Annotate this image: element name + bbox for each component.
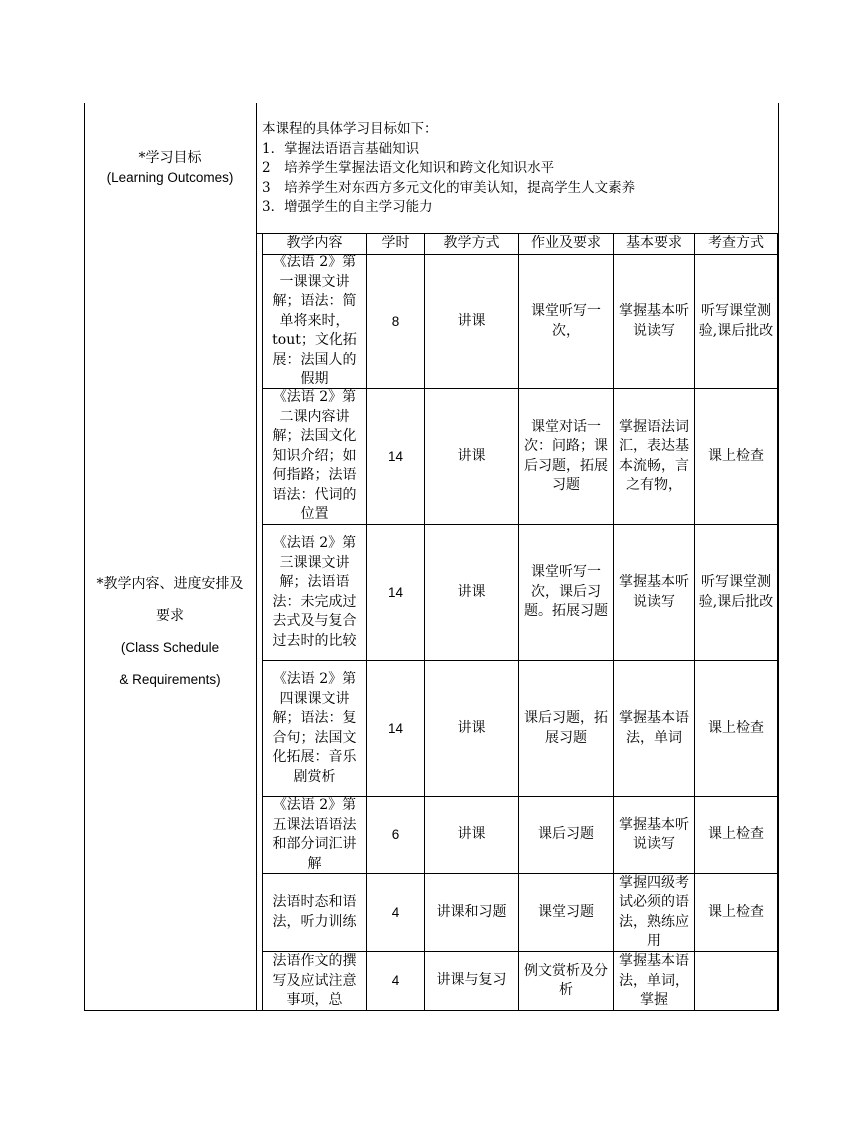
header-cell: 教学内容 xyxy=(286,235,343,252)
header-cell: 基本要求 xyxy=(626,235,682,252)
method-cell: 讲课 xyxy=(457,719,486,736)
assessment-cell: 课上检查 xyxy=(708,447,764,464)
hours-cell: 14 xyxy=(387,448,404,464)
schedule-label-en-2: & Requirements) xyxy=(119,672,221,687)
content-cell: 法语时态和语法，听力训练 xyxy=(272,894,357,930)
basic-requirement-cell: 掌握语法词汇，表达基本流畅，言之有物， xyxy=(619,418,689,493)
outcome-line: 2 培养学生掌握法语文化知识和跨文化知识水平 xyxy=(262,160,555,176)
grid-vertical-line xyxy=(777,233,778,1010)
assessment-cell: 听写课堂测验,课后批改 xyxy=(698,574,774,610)
assessment-cell: 课上检查 xyxy=(708,719,764,736)
header-cell: 考查方式 xyxy=(708,235,764,252)
homework-cell: 例文赏析及分析 xyxy=(524,962,608,998)
header-cell: 教学方式 xyxy=(443,235,500,252)
outcome-line: 本课程的具体学习目标如下： xyxy=(262,121,438,137)
content-cell: 《法语 2》第三课课文讲解；法语语法：未完成过去式及与复合过去时的比较 xyxy=(272,535,357,649)
homework-cell: 课堂对话一次：问路；课后习题，拓展习题 xyxy=(524,418,608,493)
table-border-bottom xyxy=(84,1010,779,1011)
assessment-cell: 课上检查 xyxy=(708,826,764,843)
learning-outcomes-text xyxy=(262,120,774,218)
method-cell: 讲课 xyxy=(457,447,486,464)
table-border-left xyxy=(84,103,85,1011)
header-cell: 作业及要求 xyxy=(531,235,601,252)
content-cell: 《法语 2》第二课内容讲解；法国文化知识介绍；如何指路；法语语法：代词的位置 xyxy=(272,389,357,523)
basic-requirement-cell: 掌握基本语法，单词 xyxy=(619,710,689,746)
assessment-cell: 听写课堂测验,课后批改 xyxy=(698,303,774,339)
method-cell: 讲课和习题 xyxy=(436,903,507,920)
hours-cell: 4 xyxy=(391,973,400,989)
method-cell: 讲课与复习 xyxy=(436,972,507,989)
table-border-right xyxy=(778,103,779,1011)
homework-cell: 课后习题，拓展习题 xyxy=(524,710,608,746)
method-cell: 讲课 xyxy=(457,312,486,329)
learning-outcomes-label xyxy=(86,148,254,188)
homework-cell: 课堂习题 xyxy=(538,903,594,920)
basic-requirement-cell: 掌握基本听说读写 xyxy=(619,303,689,339)
content-cell: 《法语 2》第四课课文讲解；语法：复合句；法国文化拓展：音乐剧赏析 xyxy=(272,671,357,785)
method-cell: 讲课 xyxy=(457,826,486,843)
basic-requirement-cell: 掌握基本听说读写 xyxy=(619,816,689,852)
content-cell: 《法语 2》第五课法语语法和部分词汇讲解 xyxy=(272,797,357,872)
schedule-label-zh-2: 要求 xyxy=(156,608,184,624)
method-cell: 讲课 xyxy=(457,583,486,600)
hours-cell: 6 xyxy=(391,827,400,843)
outcome-line: 3．增强学生的自主学习能力 xyxy=(262,199,433,215)
homework-cell: 课后习题 xyxy=(538,826,594,843)
assessment-cell: 课上检查 xyxy=(708,903,764,920)
schedule-label xyxy=(86,568,254,696)
hours-cell: 4 xyxy=(391,904,400,920)
header-cell: 学时 xyxy=(381,235,410,252)
homework-cell: 课堂听写一次，课后习题。拓展习题 xyxy=(524,564,608,620)
content-cell: 《法语 2》第一课课文讲解；语法：简单将来时，tout；文化拓展：法国人的假期 xyxy=(272,255,357,388)
schedule-label-en-1: (Class Schedule xyxy=(120,640,220,655)
basic-requirement-cell: 掌握基本语法，单词，掌握 xyxy=(619,953,689,1008)
hours-cell: 14 xyxy=(387,584,404,600)
basic-requirement-cell: 掌握四级考试必须的语法，熟练应用 xyxy=(619,874,689,949)
learning-outcomes-label-zh: *学习目标 xyxy=(138,150,202,166)
basic-requirement-cell: 掌握基本听说读写 xyxy=(619,574,689,610)
assessment-cell xyxy=(695,952,777,1010)
table-border-divider xyxy=(256,103,257,1011)
outcome-line: 3 培养学生对东西方多元文化的审美认知，提高学生人文素养 xyxy=(262,179,636,196)
outcome-line: 1．掌握法语语言基础知识 xyxy=(262,140,420,157)
hours-cell: 8 xyxy=(391,313,400,329)
hours-cell: 14 xyxy=(387,720,404,736)
schedule-label-zh-1: *教学内容、进度安排及 xyxy=(96,576,244,592)
homework-cell: 课堂听写一次， xyxy=(531,303,601,339)
learning-outcomes-label-en: (Learning Outcomes) xyxy=(106,170,234,185)
content-cell: 法语作文的撰写及应试注意事项，总 xyxy=(272,953,357,1008)
